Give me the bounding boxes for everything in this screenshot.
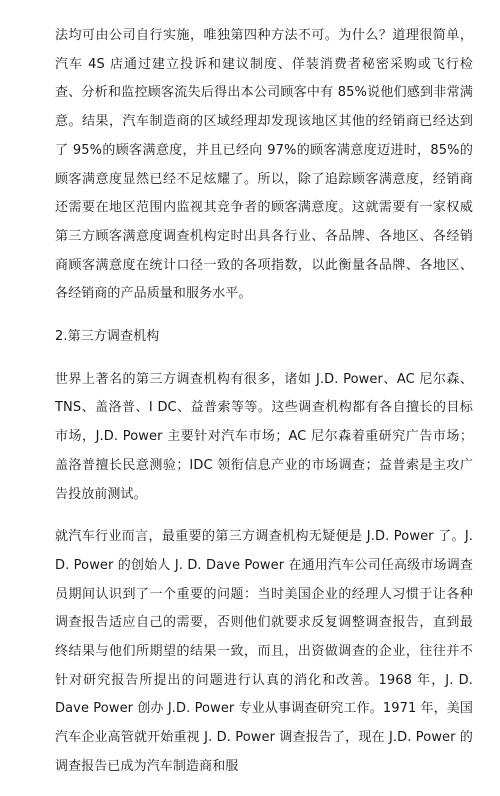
paragraph-research-firms: 世界上著名的第三方调查机构有很多，诸如 J.D. Power、AC 尼尔森、TNS、盖洛普、I DC、益普索等等。这些调查机构都有各自擅长的目标市场，J.D. Power 主要针对汽车市场；AC 尼尔森着重研究广告市场；盖洛普擅长民意测验；IDC 领衔信息产业的市场调查；益普索是主攻广告投放前测试。 [55,371,473,502]
paragraph-satisfaction-tracking: 法均可由公司自行实施，唯独第四种方法不可。为什么？道理很简单，汽车 4S 店通过建立投诉和建议制度、佯装消费者秘密采购或飞行检查、分析和监控顾客流失后得出本公司顾客中有 85%说他们感到非常满意。结果，汽车制造商的区域经理却发现该地区其他的经销商已经达到了 95%的顾客满意度，并且已经向 97%的顾客满意度迈进时，85%的顾客满意度显然已经不足炫耀了。所以，除了追踪顾客满意度，经销商还需要在地区范围内监视其竞争者的顾客满意度。这就需要有一家权威第三方顾客满意度调查机构定时出具各行业、各品牌、各地区、各经销商顾客满意度在统计口径一致的各项指数，以此衡量各品牌、各地区、各经销商的产品质量和服务水平。 [55,28,473,302]
section-heading: 2.第三方调查机构 [55,329,160,345]
document-page [55,22,473,796]
paragraph-jd-power-history: 就汽车行业而言，最重要的第三方调查机构无疑便是 J.D. Power 了。J. D. Power 的创始人 J. D. Dave Power 在通用汽车公司任高级市场调查员期间认识到了一个重要的问题：当时美国企业的经理人习惯于让各种调查报告适应自己的需要，否则他们就要求反复调整调查报告，直到最终结果与他们所期望的结果一致，而且，出资做调查的企业，往往并不针对研究报告所提出的问题进行认真的消化和改善。1968 年，J. D. Dave Power 创办 J.D. Power 专业从事调查研究工作。1971 年，美国汽车企业高管就开始重视 J. D. Power 调查报告了，现在 J.D. Power 的调查报告已成为汽车制造商和服 [55,529,473,774]
